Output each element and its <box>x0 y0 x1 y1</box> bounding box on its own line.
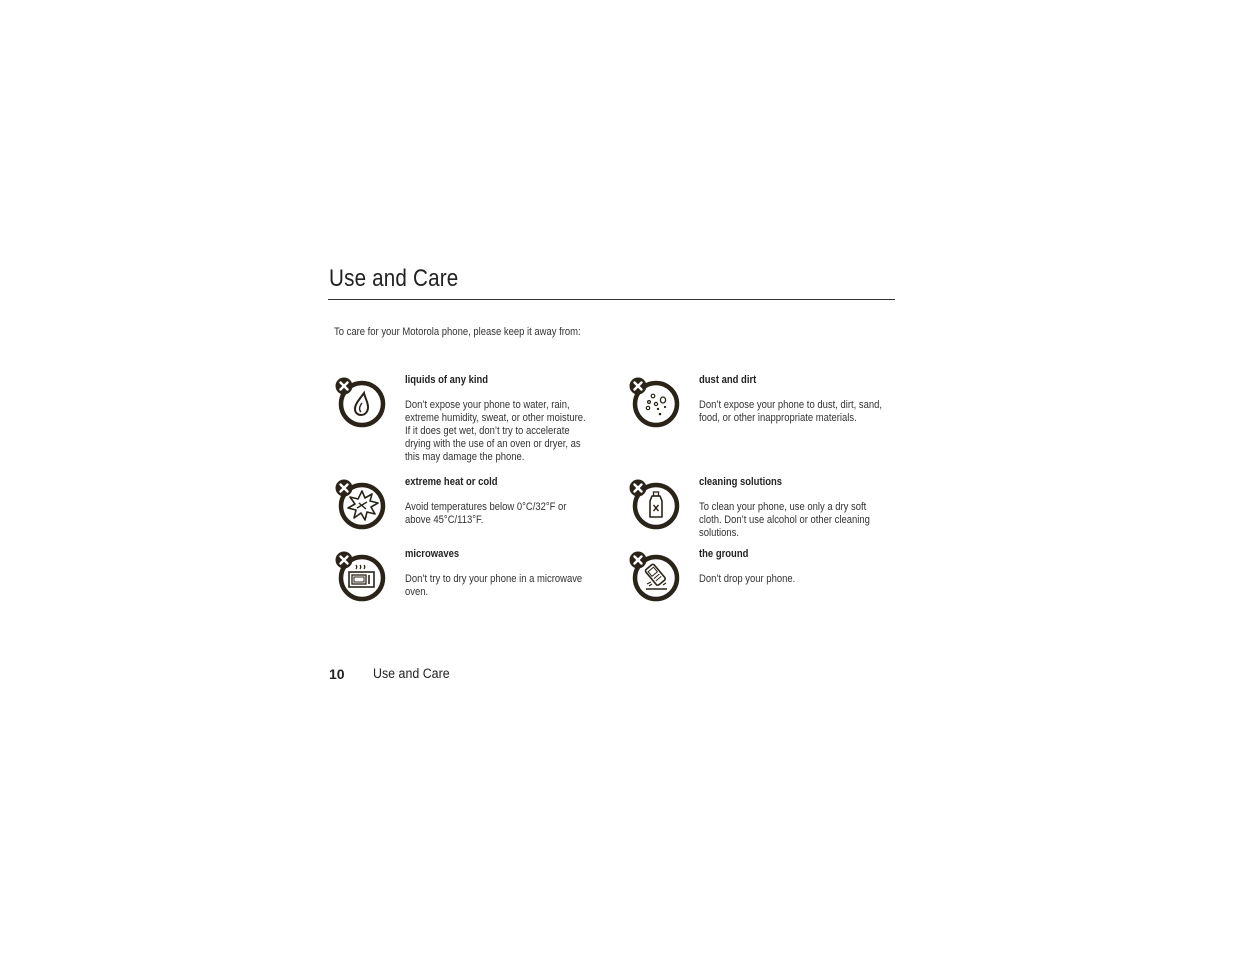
item-body: To clean your phone, use only a dry soft cloth. Don’t use alcohol or other cleaning solutions. <box>699 501 870 539</box>
footer-section-label: Use and Care <box>373 666 450 681</box>
item-body: Don’t drop your phone. <box>699 573 796 585</box>
title-divider <box>328 299 895 300</box>
heat-cold-icon <box>335 476 389 530</box>
microwave-icon <box>335 548 389 602</box>
item-body: Avoid temperatures below 0°C/32°F or above 45°C/113°F. <box>405 501 567 526</box>
water-drop-icon <box>335 374 389 428</box>
dust-particles-icon <box>629 374 683 428</box>
item-heading: the ground <box>699 548 749 560</box>
item-heading: liquids of any kind <box>405 374 489 386</box>
item-heading: cleaning solutions <box>699 476 783 488</box>
page-title: Use and Care <box>329 265 459 292</box>
item-body: Don’t try to dry your phone in a microwave oven. <box>405 573 583 598</box>
intro-text: To care for your Motorola phone, please keep it away from: <box>334 326 581 338</box>
page-number: 10 <box>329 666 345 682</box>
item-heading: dust and dirt <box>699 374 757 386</box>
item-heading: microwaves <box>405 548 460 560</box>
item-body: Don’t expose your phone to water, rain, extreme humidity, sweat, or other moisture. If it does get wet, don’t try to accelerate drying with the use of an oven or dryer, as this may damage the phone. <box>405 399 586 463</box>
dropped-phone-icon <box>629 548 683 602</box>
cleaning-bottle-icon <box>629 476 683 530</box>
item-body: Don’t expose your phone to dust, dirt, sand, food, or other inappropriate materials. <box>699 399 883 424</box>
item-heading: extreme heat or cold <box>405 476 498 488</box>
